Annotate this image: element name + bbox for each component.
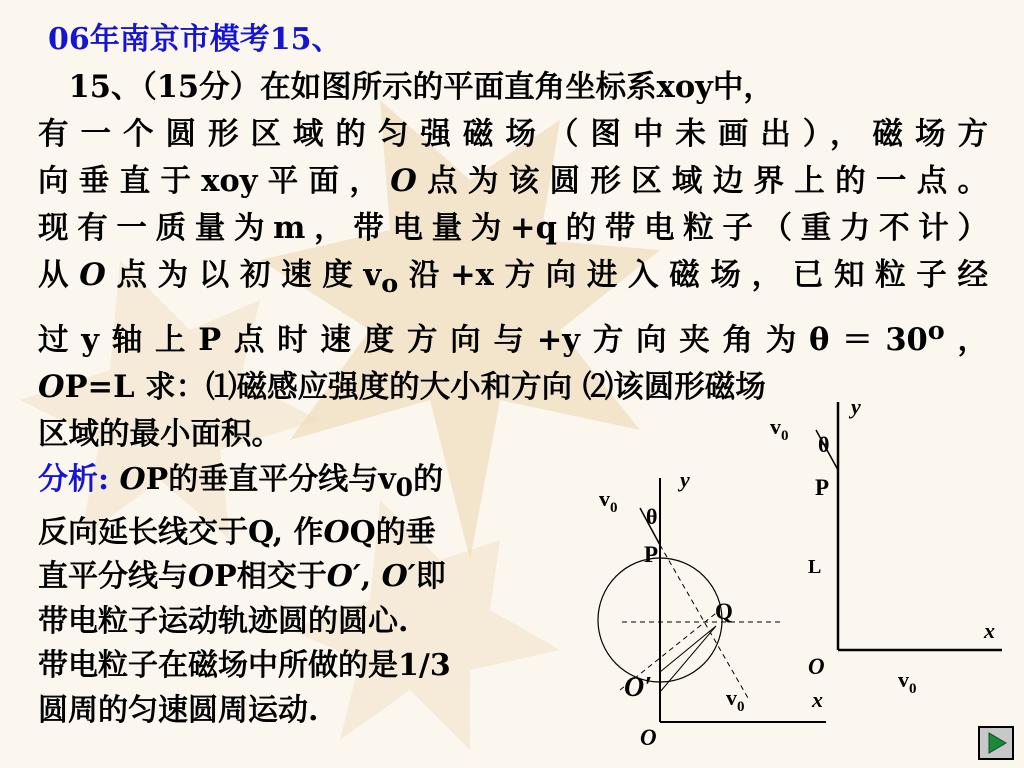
right-p-label: P <box>815 475 830 500</box>
problem-line-6-a: 过y轴上P点时速度方向与+y方向夹角为θ＝30 <box>38 322 928 359</box>
problem-line-5-c: 沿+x方向进入磁场，已知粒子经 <box>398 257 988 293</box>
left-v0-bottom-label: $v_0$ <box>726 685 745 715</box>
problem-line-8: 区域的最小面积。 <box>38 416 282 453</box>
problem-line-6-b: ， <box>944 322 988 359</box>
problem-line-2: 有一个圆形区域的匀强磁场（图中未画出），磁场方 <box>38 116 988 152</box>
right-figure <box>770 394 1002 697</box>
problem-line-3-a: 向垂直于xoy平面， <box>38 163 391 199</box>
analysis-line-3-b: P相交于 <box>214 559 327 594</box>
point-o-symbol: O <box>79 257 106 293</box>
point-o-symbol: O <box>119 462 146 497</box>
right-v0-bottom-label: $v_0$ <box>898 667 917 697</box>
center-o-prime-symbol: O′ <box>381 559 416 594</box>
analysis-line-3-d: 即 <box>415 559 446 594</box>
analysis-line-4: 带电粒子运动轨迹圆的圆心. <box>38 603 409 639</box>
radius-line-2 <box>660 626 716 672</box>
left-origin-label: O <box>640 725 657 750</box>
problem-line-5-a: 从 <box>38 257 80 293</box>
analysis-line-6: 圆周的匀速圆周运动. <box>38 692 319 728</box>
analysis-line-1-a: P的垂直平分线与v <box>145 462 396 497</box>
center-o-prime-symbol: O′ <box>326 559 361 594</box>
problem-line-3-b: 点为该圆形区域边界上的一点。 <box>416 163 989 199</box>
problem-line-7-a: P=L 求：⑴磁感应强度的大小和方向 ⑵该圆形磁场 <box>64 369 766 406</box>
left-x-label: x <box>812 687 823 712</box>
analysis-line-2-b: Q的垂 <box>349 514 436 550</box>
right-l-label: L <box>808 556 822 578</box>
degree-superscript: o <box>927 315 945 346</box>
right-origin-label: O <box>808 654 825 679</box>
right-theta-label: θ <box>818 432 830 457</box>
next-slide-button[interactable] <box>978 726 1014 760</box>
point-o-symbol: O <box>188 559 215 594</box>
analysis-line-2-a: 反向延长线交于Q, 作 <box>38 514 324 550</box>
point-o-symbol: O <box>323 514 350 550</box>
left-v0-top-label: $v_0$ <box>599 486 618 516</box>
play-arrow-icon <box>980 728 1012 758</box>
left-figure <box>598 467 826 750</box>
left-p-label: P <box>644 542 659 567</box>
analysis-label: 分析: <box>38 462 110 497</box>
point-o-symbol: O <box>38 369 65 406</box>
right-x-label: x <box>984 618 995 643</box>
right-y-label: y <box>851 394 861 419</box>
v0-subscript: 0 <box>395 473 414 502</box>
left-q-label: Q <box>715 599 733 624</box>
analysis-line-5: 带电粒子在磁场中所做的是1/3 <box>38 648 451 683</box>
analysis-line-3-a: 直平分线与 <box>38 559 188 594</box>
left-y-label: y <box>680 467 690 492</box>
right-v0-top-label: $v_0$ <box>770 414 789 444</box>
analysis-line-3-c: , <box>360 559 382 594</box>
v0-subscript: o <box>381 268 399 299</box>
point-o-symbol: O <box>390 163 417 199</box>
problem-line-5-b: 点为以初速度v <box>105 257 382 293</box>
slide-title: 06年南京市模考15、 <box>48 22 342 57</box>
left-theta-label: θ <box>646 504 658 529</box>
analysis-line-1-b: 的 <box>413 462 444 497</box>
problem-line-1-text: 15、（15分）在如图所示的平面直角坐标系xoy中， <box>68 69 774 105</box>
left-center-label: O′ <box>624 672 653 703</box>
problem-line-4: 现有一质量为m，带电量为+q的带电粒子（重力不计） <box>38 210 988 246</box>
